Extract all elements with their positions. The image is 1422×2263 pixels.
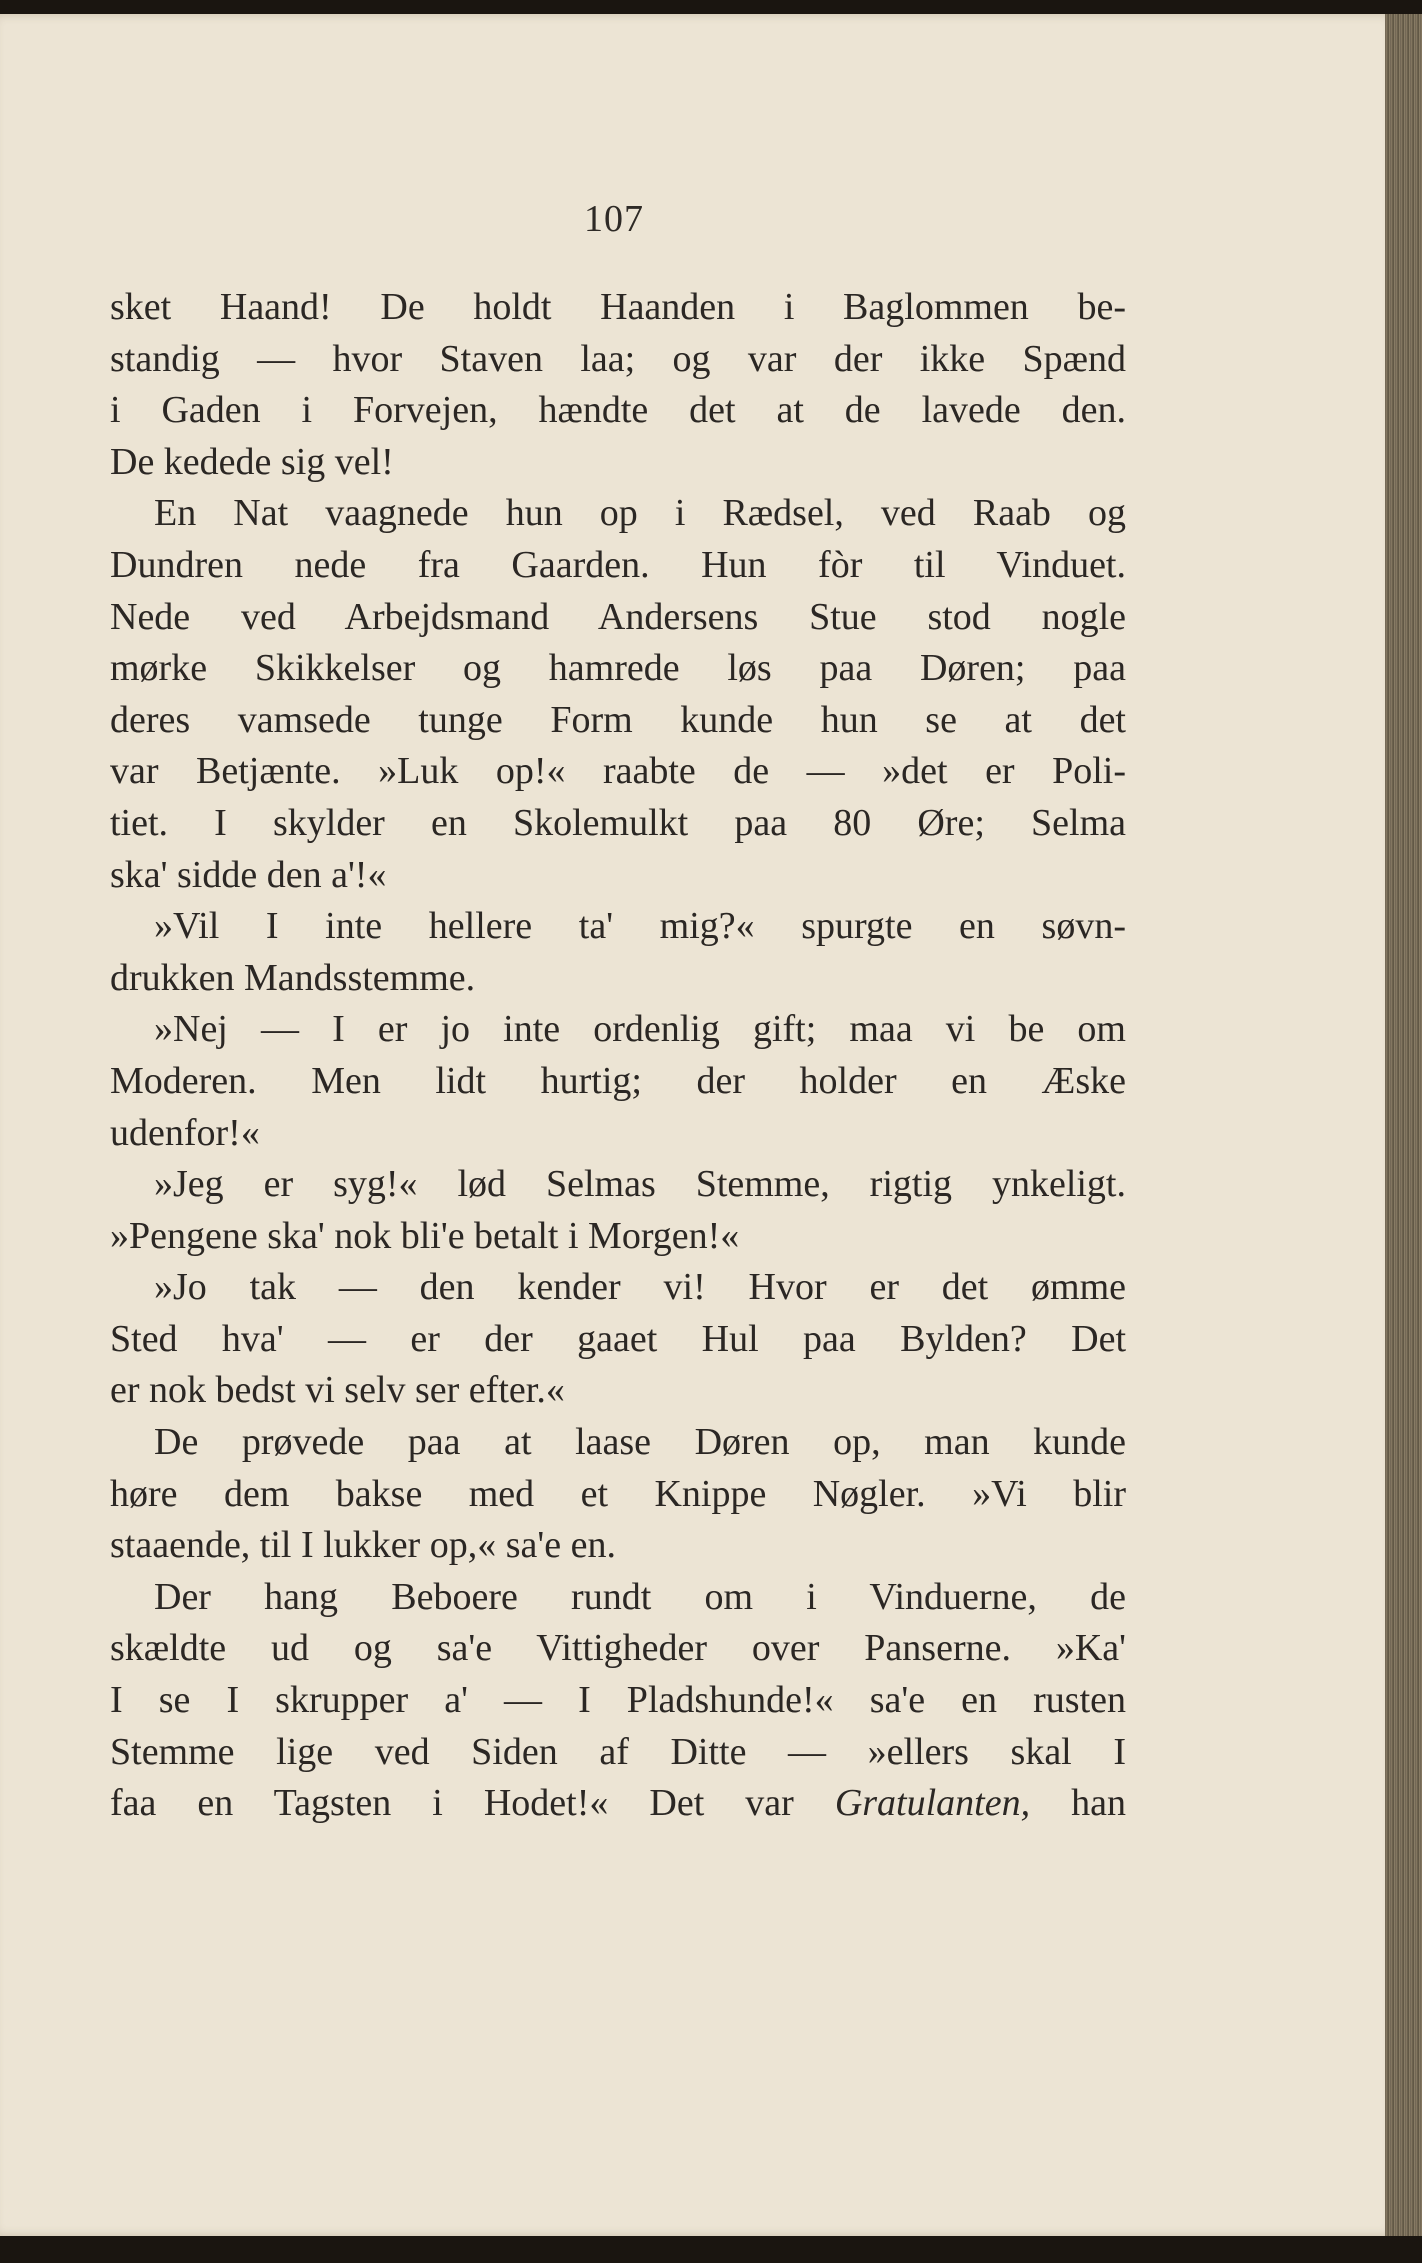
text-line bbox=[110, 746, 1126, 798]
text-line-content: Nede ved Arbejdsmand Andersens Stue stod nogle bbox=[110, 595, 1126, 638]
text-line-content: »Vil I inte hellere ta' mig?« spurgte en søvn- bbox=[154, 905, 1126, 948]
text-line-content: er nok bedst vi selv ser efter.« bbox=[110, 1369, 565, 1412]
text-line-content: Stemme lige ved Siden af Ditte — »ellers skal I bbox=[110, 1730, 1126, 1773]
book-page-edges bbox=[1385, 14, 1422, 2236]
text-line-content: Der hang Beboere rundt om i Vinduerne, de bbox=[154, 1575, 1126, 1618]
text-line bbox=[110, 540, 1126, 592]
text-line bbox=[110, 850, 1126, 902]
text-line bbox=[110, 592, 1126, 644]
text-line bbox=[110, 1314, 1126, 1366]
text-line bbox=[110, 385, 1126, 437]
text-line-content: »Pengene ska' nok bli'e betalt i Morgen!« bbox=[110, 1214, 740, 1257]
text-line-content: staaende, til I lukker op,« sa'e en. bbox=[110, 1524, 616, 1567]
text-line-content: i Gaden i Forvejen, hændte det at de lavede den. bbox=[110, 389, 1126, 432]
text-line bbox=[110, 953, 1126, 1005]
text-line-content: De prøvede paa at laase Døren op, man kunde bbox=[154, 1421, 1126, 1464]
text-line bbox=[110, 1520, 1126, 1572]
text-line bbox=[110, 1262, 1126, 1314]
text-line-content: Moderen. Men lidt hurtig; der holder en Æske bbox=[110, 1059, 1126, 1102]
text-line bbox=[110, 334, 1126, 386]
text-line bbox=[110, 1365, 1126, 1417]
text-line-content: mørke Skikkelser og hamrede løs paa Døren; paa bbox=[110, 647, 1126, 690]
text-line bbox=[110, 1159, 1126, 1211]
text-line bbox=[110, 282, 1126, 334]
text-line bbox=[110, 1572, 1126, 1624]
text-line-content: standig — hvor Staven laa; og var der ikke Spænd bbox=[110, 337, 1126, 380]
text-line bbox=[110, 1623, 1126, 1675]
paper-page bbox=[0, 14, 1398, 2236]
text-line bbox=[110, 901, 1126, 953]
text-line-content: Sted hva' — er der gaaet Hul paa Bylden? Det bbox=[110, 1317, 1126, 1360]
text-line-content: sket Haand! De holdt Haanden i Baglommen be- bbox=[110, 286, 1126, 328]
text-line-content: tiet. I skylder en Skolemulkt paa 80 Øre; Selma bbox=[110, 801, 1126, 844]
text-line-content: Dundren nede fra Gaarden. Hun fòr til Vinduet. bbox=[110, 543, 1126, 586]
text-line-content: »Nej — I er jo inte ordenlig gift; maa vi be om bbox=[154, 1008, 1126, 1051]
text-line bbox=[110, 1469, 1126, 1521]
text-line-content: var Betjænte. »Luk op!« raabte de — »det er Poli- bbox=[110, 750, 1126, 793]
text-line-content: I se I skrupper a' — I Pladshunde!« sa'e en rusten bbox=[110, 1679, 1126, 1722]
italic-name: Gratulanten, bbox=[834, 1782, 1031, 1825]
text-line-content: deres vamsede tunge Form kunde hun se at det bbox=[110, 698, 1126, 741]
text-line-content: En Nat vaagnede hun op i Rædsel, ved Raab og bbox=[154, 492, 1126, 535]
body-text bbox=[110, 282, 1126, 1830]
page-number: 107 bbox=[584, 198, 644, 240]
text-line bbox=[110, 1056, 1126, 1108]
text-line bbox=[110, 1778, 1126, 1830]
text-line-content: drukken Mandsstemme. bbox=[110, 956, 476, 999]
text-line-tail: han bbox=[1030, 1782, 1126, 1825]
text-line bbox=[110, 1675, 1126, 1727]
text-line-content: »Jeg er syg!« lød Selmas Stemme, rigtig ynkeligt. bbox=[154, 1163, 1126, 1206]
text-line bbox=[110, 1108, 1126, 1160]
text-line-content: udenfor!« bbox=[110, 1111, 260, 1154]
text-line bbox=[110, 1417, 1126, 1469]
text-line-content: høre dem bakse med et Knippe Nøgler. »Vi blir bbox=[110, 1472, 1126, 1515]
text-line bbox=[110, 695, 1126, 747]
text-line-content: De kedede sig vel! bbox=[110, 440, 394, 483]
text-line-content: »Jo tak — den kender vi! Hvor er det ømme bbox=[154, 1266, 1126, 1309]
text-line bbox=[110, 798, 1126, 850]
text-line bbox=[110, 1211, 1126, 1263]
text-line bbox=[110, 1004, 1126, 1056]
text-line-content: ska' sidde den a'!« bbox=[110, 853, 387, 896]
text-line-content: skældte ud og sa'e Vittigheder over Panserne. »Ka' bbox=[110, 1627, 1126, 1670]
text-line bbox=[110, 488, 1126, 540]
text-line-content: faa en Tagsten i Hodet!« Det var bbox=[110, 1782, 794, 1825]
text-line bbox=[110, 643, 1126, 695]
text-line bbox=[110, 437, 1126, 489]
text-line bbox=[110, 1727, 1126, 1779]
